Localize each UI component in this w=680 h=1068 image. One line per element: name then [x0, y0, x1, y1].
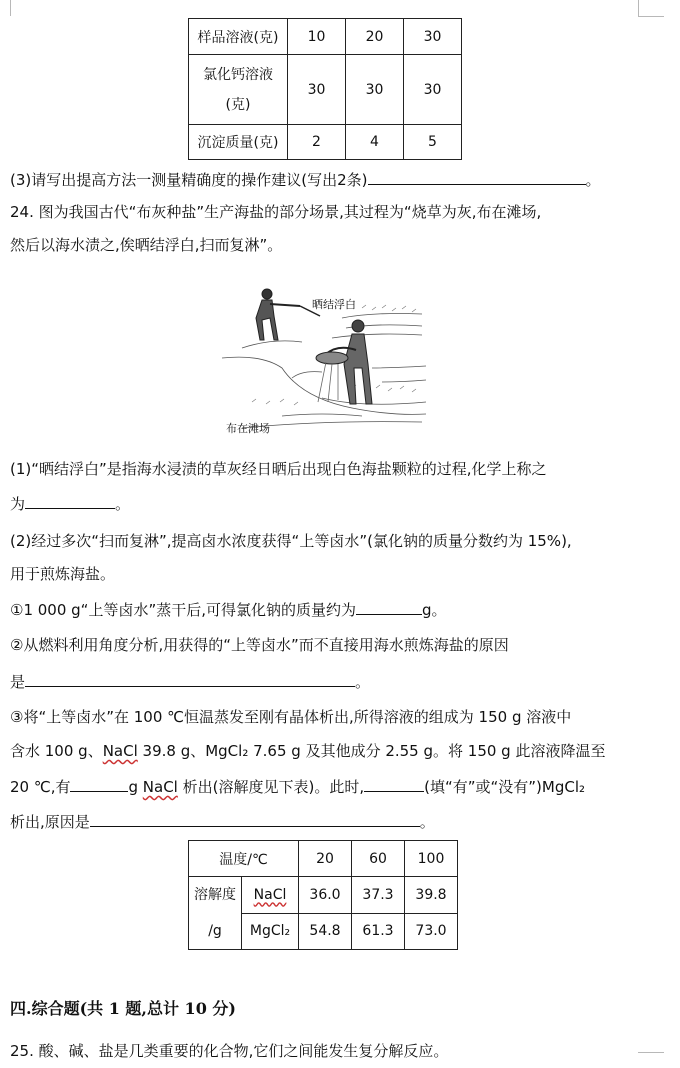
corner-mark-top-right-v: [638, 0, 639, 16]
table-cell: 30: [346, 55, 404, 125]
subquestion-3-line-1: ③将“上等卤水”在 100 ℃恒温蒸发至刚有晶体析出,所得溶液的组成为 150 g 溶液中: [10, 708, 572, 726]
sea-salt-scene-illustration: [222, 278, 426, 440]
answer-blank[interactable]: [25, 492, 115, 509]
table-cell: 5: [404, 125, 462, 160]
question-3-part-3: [10, 168, 601, 191]
section-4-heading: 四.综合题(共 1 题,总计 10 分): [10, 999, 236, 1018]
table-row: [189, 55, 462, 125]
line-end: 。: [115, 495, 131, 513]
subquestion-end: g。: [422, 601, 447, 619]
table-row: [189, 841, 458, 877]
text-segment: 。: [419, 813, 435, 831]
table-cell: 20: [346, 19, 404, 55]
question-24-line-1: 24. 图为我国古代“布灰种盐”生产海盐的部分场景,其过程为“烧草为灰,布在滩场,: [10, 203, 542, 221]
part-2-line-1: (2)经过多次“扫而复淋”,提高卤水浓度获得“上等卤水”(氯化钠的质量分数约为 15%),: [10, 532, 572, 550]
text-segment: 析出,原因是: [10, 813, 90, 831]
side-label: [189, 877, 242, 950]
table-cell: 73.0: [405, 913, 458, 950]
part-1-line-2: [10, 492, 130, 515]
question-text: (3)请写出提高方法一测量精确度的操作建议(写出2条): [10, 171, 368, 189]
table-cell: 39.8: [405, 877, 458, 914]
table-cell: 61.3: [352, 913, 405, 950]
question-end: 。: [585, 171, 601, 189]
text-segment: 析出(溶解度见下表)。此时,: [177, 778, 365, 796]
table-cell: 54.8: [299, 913, 352, 950]
header-cell: 20: [299, 841, 352, 877]
row-label: 沉淀质量(克): [189, 125, 288, 160]
row-label: [189, 55, 288, 125]
header-cell: 温度/℃: [189, 841, 299, 877]
substance-cell: [242, 877, 299, 914]
corner-mark-top-right-h: [638, 16, 664, 17]
corner-mark-top-left-v: [10, 0, 11, 16]
table-cell: 30: [404, 55, 462, 125]
row-label-line: (克): [225, 96, 251, 113]
answer-blank[interactable]: [70, 775, 128, 792]
text-segment: (填“有”或“没有”)MgCl₂: [424, 778, 586, 796]
sample-data-table: [188, 18, 462, 160]
row-label: 样品溶液(克): [189, 19, 288, 55]
header-cell: 60: [352, 841, 405, 877]
line-end: 。: [355, 673, 371, 691]
table-row: [189, 877, 458, 914]
table-cell: 30: [404, 19, 462, 55]
table-row: [189, 125, 462, 160]
answer-blank[interactable]: [90, 810, 420, 827]
header-cell: 100: [405, 841, 458, 877]
corner-mark-bottom-right-h: [638, 1052, 664, 1053]
figure-caption-bottom: 布在滩场: [226, 422, 270, 435]
text-segment: 39.8 g、MgCl₂ 7.65 g 及其他成分 2.55 g。将 150 g 此溶液降温至: [137, 742, 606, 760]
part-1-line-1: (1)“晒结浮白”是指海水浸渍的草灰经日晒后出现白色海盐颗粒的过程,化学上称之: [10, 460, 547, 478]
figure-caption-top: 晒结浮白: [312, 298, 356, 311]
subquestion-3-line-4: [10, 810, 435, 833]
side-label-line: /g: [208, 923, 222, 939]
table-cell: 37.3: [352, 877, 405, 914]
nacl-term: NaCl: [142, 778, 178, 796]
nacl-term: NaCl: [102, 742, 138, 760]
answer-blank[interactable]: [368, 168, 586, 185]
table-cell: 10: [288, 19, 346, 55]
side-label-line: 溶解度: [194, 887, 236, 903]
text-segment: 含水 100 g、: [10, 742, 103, 760]
text-segment: g: [128, 778, 143, 796]
table-cell: 36.0: [299, 877, 352, 914]
subquestion-3-line-2: [10, 740, 605, 762]
answer-blank[interactable]: [364, 775, 424, 792]
subquestion-2-line-1: ②从燃料利用角度分析,用获得的“上等卤水”而不直接用海水煎炼海盐的原因: [10, 636, 509, 654]
question-24-line-2: 然后以海水渍之,俟晒结浮白,扫而复淋”。: [10, 236, 283, 254]
table-cell: 30: [288, 55, 346, 125]
part-2-line-2: 用于煎炼海盐。: [10, 565, 116, 583]
answer-blank[interactable]: [356, 598, 422, 615]
subquestion-text: ①1 000 g“上等卤水”蒸干后,可得氯化钠的质量约为: [10, 601, 356, 619]
question-25: 25. 酸、碱、盐是几类重要的化合物,它们之间能发生复分解反应。: [10, 1042, 449, 1060]
line-start: 是: [10, 673, 26, 691]
subquestion-1: [10, 598, 447, 621]
substance-name: NaCl: [253, 886, 287, 903]
solubility-table: [188, 840, 458, 950]
table-cell: 4: [346, 125, 404, 160]
substance-cell: MgCl₂: [242, 913, 299, 950]
text-segment: 20 ℃,有: [10, 778, 71, 796]
subquestion-3-line-3: [10, 775, 585, 798]
answer-blank[interactable]: [25, 670, 355, 687]
subquestion-2-line-2: [10, 670, 370, 693]
line-start: 为: [10, 495, 26, 513]
table-row: [189, 19, 462, 55]
row-label-line: 氯化钙溶液: [203, 66, 273, 83]
table-cell: 2: [288, 125, 346, 160]
